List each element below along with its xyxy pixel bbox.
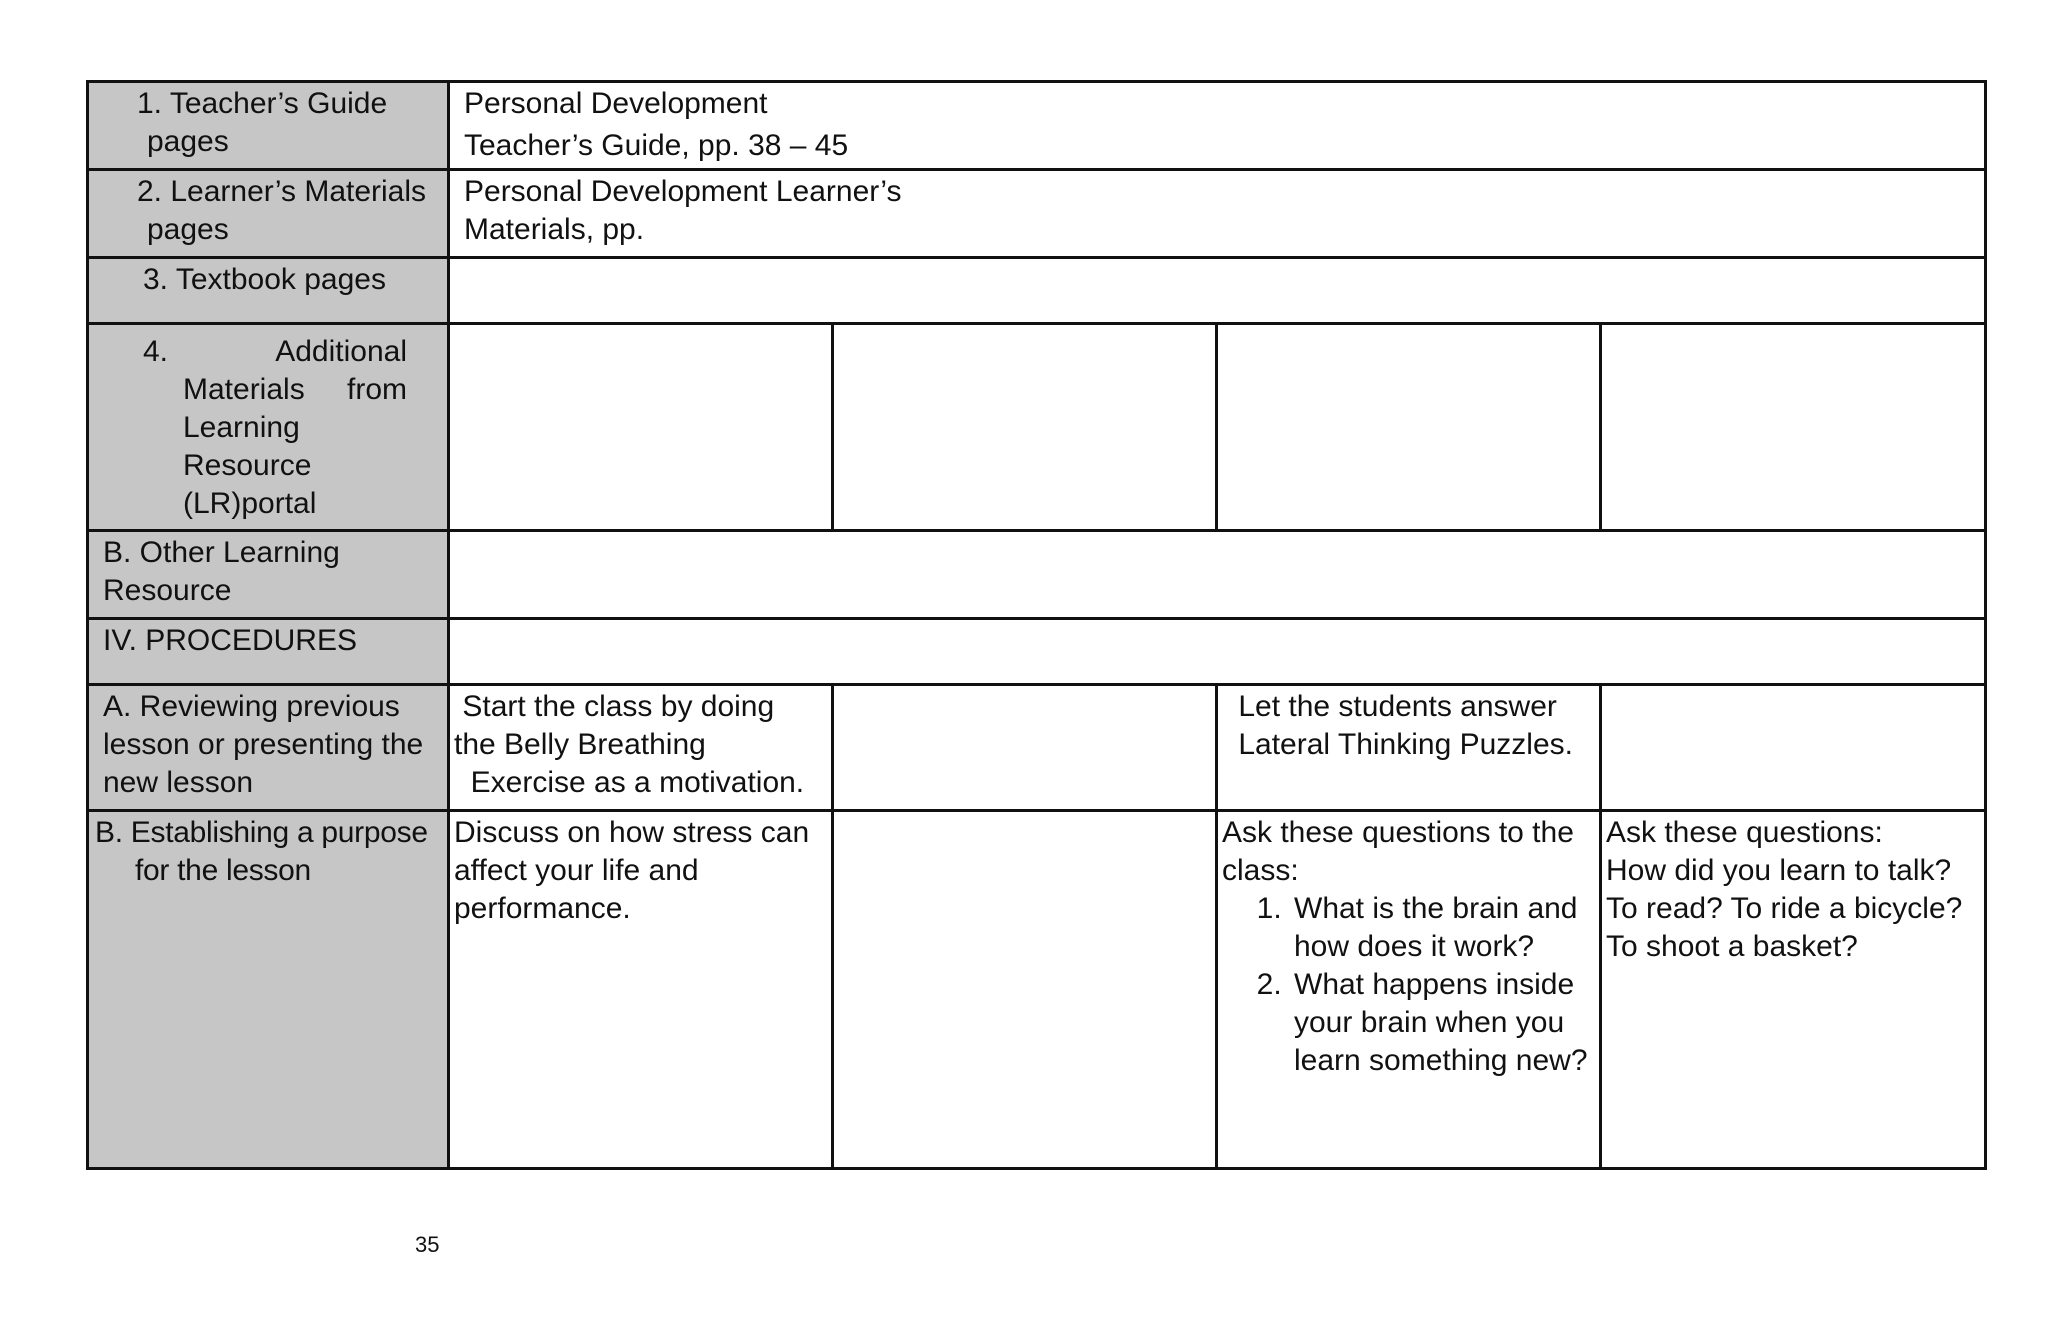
list-item: 2. What happens inside your brain when you learn something new? [1290,966,1595,1080]
establishing-col4: Ask these questions: How did you learn to talk? To read? To ride a bicycle? To shoot a basket? [1601,811,1986,1169]
page-number: 35 [415,1232,440,1257]
row-additional-materials [88,324,1986,531]
label-additional-materials: 4. Additional Materials from Learning Resource (LR)portal [88,324,449,531]
row-learners-materials [88,170,1986,258]
value-learners-materials: Personal Development Learner’s Materials, pp. [449,170,1986,258]
reviewing-col4 [1601,685,1986,811]
additional-col4 [1601,324,1986,531]
row-reviewing-previous-lesson [88,685,1986,811]
value-other-learning-resource [449,531,1986,619]
value-teachers-guide: Personal Development Teacher’s Guide, pp. 38 – 45 [449,82,1986,170]
additional-col2 [833,324,1217,531]
list-item: 1. What is the brain and how does it work? [1290,890,1595,966]
additional-col3 [1217,324,1601,531]
reviewing-col2 [833,685,1217,811]
brain-questions-list [1222,890,1595,1080]
row-other-learning-resource [88,531,1986,619]
establishing-col1: Discuss on how stress can affect your life and performance. [449,811,833,1169]
label-textbook: 3. Textbook pages [88,258,449,324]
row-teachers-guide [88,82,1986,170]
label-reviewing-previous-lesson: A. Reviewing previous lesson or presenting the new lesson [88,685,449,811]
label-procedures: IV. PROCEDURES [88,619,449,685]
label-establishing-purpose: B. Establishing a purpose for the lesson [88,811,449,1169]
label-other-learning-resource: B. Other Learning Resource [88,531,449,619]
establishing-col3: Ask these questions to the class: 1. What is the brain and how does it work? 2. What happens inside your brain when you learn something new? [1217,811,1601,1169]
additional-col1 [449,324,833,531]
establishing-col2 [833,811,1217,1169]
value-procedures [449,619,1986,685]
row-textbook [88,258,1986,324]
row-establishing-purpose [88,811,1986,1169]
value-textbook [449,258,1986,324]
lesson-plan-table [86,80,1987,1170]
reviewing-col1: Start the class by doing the Belly Breathing Exercise as a motivation. [449,685,833,811]
row-procedures [88,619,1986,685]
label-teachers-guide: 1. Teacher’s Guide pages [88,82,449,170]
reviewing-col3: Let the students answer Lateral Thinking Puzzles. [1217,685,1601,811]
label-learners-materials: 2. Learner’s Materials pages [88,170,449,258]
